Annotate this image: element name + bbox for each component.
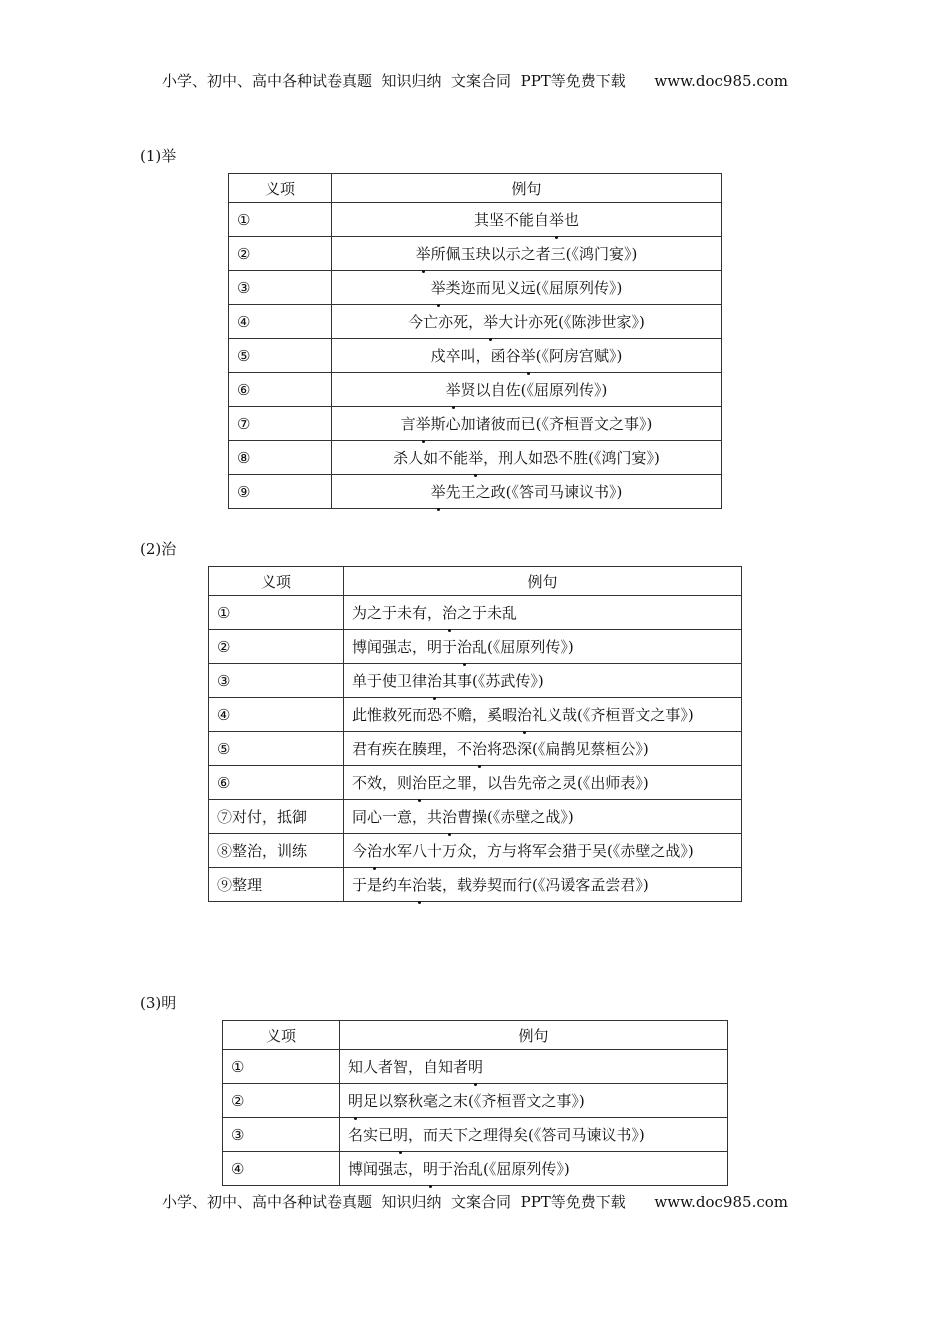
example-cell — [332, 339, 722, 373]
example-text-after: 水军八十万众，方与将军会猎于吴(《赤壁之战》) — [382, 841, 694, 860]
example-text-after: 于治乱(《屈原列传》) — [438, 1159, 570, 1178]
emphasized-word: 治 — [442, 597, 457, 629]
column-header-meaning: 义项 — [209, 567, 344, 596]
meaning-cell: ① — [229, 203, 332, 237]
example-text-before: 杀人如不能 — [393, 448, 469, 467]
example-text-after: 其事(《苏武传》) — [442, 671, 544, 690]
meaning-cell: ④ — [229, 305, 332, 339]
example-cell — [332, 475, 722, 509]
example-text-after: 臣之罪，以告先帝之灵(《出师表》) — [427, 773, 649, 792]
table-body — [223, 1050, 728, 1186]
emphasized-word: 举 — [446, 374, 461, 406]
table-row — [229, 237, 722, 271]
example-text-before: 单于使卫律 — [352, 671, 428, 690]
table-row — [209, 630, 742, 664]
example-text-after: 贤以自佐(《屈原列传》) — [460, 380, 608, 399]
column-header-meaning: 义项 — [223, 1021, 340, 1050]
table-row — [229, 373, 722, 407]
page-footer: 小学、初中、高中各种试卷真题 知识归纳 文案合同 PPT等免费下载 www.doc985.com — [161, 1193, 788, 1211]
table-row — [223, 1050, 728, 1084]
table-ming — [222, 1020, 728, 1186]
example-cell — [344, 800, 742, 834]
example-cell — [340, 1152, 728, 1186]
example-text-after: 也 — [564, 210, 580, 229]
table-body — [229, 203, 722, 509]
meaning-cell: ② — [209, 630, 344, 664]
emphasized-word: 治 — [457, 631, 472, 663]
column-header-example: 例句 — [340, 1021, 728, 1050]
example-text-after: 装，载券契而行(《冯谖客孟尝君》) — [427, 875, 649, 894]
column-header-example: 例句 — [332, 174, 722, 203]
emphasized-word: 明 — [423, 1153, 438, 1185]
example-text-after: 足以察秋毫之末(《齐桓晋文之事》) — [363, 1091, 585, 1110]
table-row — [209, 800, 742, 834]
emphasized-word: 治 — [412, 767, 427, 799]
table-row — [223, 1118, 728, 1152]
table-row — [223, 1084, 728, 1118]
meaning-cell: ⑦ — [229, 407, 332, 441]
example-text-before: 不效，则 — [352, 773, 413, 792]
emphasized-word: 举 — [549, 204, 564, 236]
table-row — [229, 305, 722, 339]
table-ju — [228, 173, 722, 509]
emphasized-word: 举 — [431, 476, 446, 508]
meaning-cell: ⑤ — [229, 339, 332, 373]
example-cell — [344, 596, 742, 630]
example-text-before: 名实已 — [348, 1125, 394, 1144]
example-text-after: 之于未乱 — [457, 603, 518, 622]
example-cell — [332, 441, 722, 475]
emphasized-word: 治 — [427, 665, 442, 697]
example-text-after: 曹操(《赤壁之战》) — [457, 807, 574, 826]
meaning-cell: ③ — [223, 1118, 340, 1152]
table-header-row — [209, 567, 742, 596]
example-text-after: ，而天下之理得矣(《答司马谏议书》) — [408, 1125, 645, 1144]
meaning-cell: ② — [229, 237, 332, 271]
meaning-cell: ⑧整治，训练 — [209, 834, 344, 868]
table-row — [223, 1152, 728, 1186]
table-header-row — [223, 1021, 728, 1050]
emphasized-word: 治 — [367, 835, 382, 867]
example-text-before: 于是约车 — [352, 875, 413, 894]
example-text-after: 乱(《屈原列传》) — [472, 637, 574, 656]
emphasized-word: 明 — [348, 1085, 363, 1117]
example-cell — [340, 1050, 728, 1084]
example-cell — [344, 834, 742, 868]
example-text-after: 所佩玉玦以示之者三(《鸿门宴》) — [430, 244, 638, 263]
example-text-before: 为之于未有， — [352, 603, 443, 622]
example-cell — [344, 698, 742, 732]
emphasized-word: 治 — [442, 801, 457, 833]
table-row — [209, 664, 742, 698]
table-row — [229, 441, 722, 475]
emphasized-word: 治 — [472, 733, 487, 765]
meaning-cell: ⑨整理 — [209, 868, 344, 902]
example-text-before: 此惟救死而恐不赡，奚暇 — [352, 705, 518, 724]
example-cell — [332, 407, 722, 441]
example-cell — [344, 732, 742, 766]
meaning-cell: ⑥ — [209, 766, 344, 800]
meaning-cell: ⑤ — [209, 732, 344, 766]
table-row — [209, 732, 742, 766]
example-cell — [340, 1118, 728, 1152]
section-title-ju: (1)举 — [140, 147, 177, 165]
example-cell — [344, 766, 742, 800]
meaning-cell: ② — [223, 1084, 340, 1118]
example-cell — [344, 664, 742, 698]
emphasized-word: 治 — [517, 699, 532, 731]
meaning-cell: ⑥ — [229, 373, 332, 407]
example-text-after: 礼义哉(《齐桓晋文之事》) — [532, 705, 694, 724]
example-text-before: 今亡亦死， — [408, 312, 484, 331]
example-text-after: 先王之政(《答司马谏议书》) — [445, 482, 623, 501]
example-text-before: 言 — [400, 414, 416, 433]
meaning-cell: ⑨ — [229, 475, 332, 509]
emphasized-word: 举 — [483, 306, 498, 338]
example-text-before: 君有疾在腠理，不 — [352, 739, 473, 758]
example-text-before: 博闻强志， — [348, 1159, 424, 1178]
emphasized-word: 举 — [521, 340, 536, 372]
example-cell — [344, 630, 742, 664]
example-text-before: 博闻强志，明于 — [352, 637, 458, 656]
column-header-meaning: 义项 — [229, 174, 332, 203]
example-text-before: 知人者智，自知者 — [348, 1057, 469, 1076]
meaning-cell: ④ — [209, 698, 344, 732]
example-text-after: 大计亦死(《陈涉世家》) — [498, 312, 645, 331]
table-row — [229, 203, 722, 237]
table-row — [229, 407, 722, 441]
emphasized-word: 举 — [416, 408, 431, 440]
example-cell — [332, 373, 722, 407]
example-cell — [332, 305, 722, 339]
emphasized-word: 举 — [416, 238, 431, 270]
meaning-cell: ⑧ — [229, 441, 332, 475]
page-header: 小学、初中、高中各种试卷真题 知识归纳 文案合同 PPT等免费下载 www.doc985.com — [161, 72, 788, 90]
example-text-after: 类迩而见义远(《屈原列传》) — [445, 278, 623, 297]
table-row — [209, 834, 742, 868]
section-title-zhi: (2)治 — [140, 540, 177, 558]
table-row — [209, 766, 742, 800]
table-row — [229, 339, 722, 373]
example-text-before: 其坚不能自 — [473, 210, 549, 229]
emphasized-word: 明 — [468, 1051, 483, 1083]
emphasized-word: 治 — [412, 869, 427, 901]
meaning-cell: ③ — [229, 271, 332, 305]
example-text-after: 斯心加诸彼而已(《齐桓晋文之事》) — [430, 414, 653, 433]
table-row — [209, 868, 742, 902]
table-row — [209, 698, 742, 732]
example-cell — [332, 271, 722, 305]
example-text-after: (《阿房宫赋》) — [535, 346, 623, 365]
emphasized-word: 举 — [468, 442, 483, 474]
meaning-cell: ③ — [209, 664, 344, 698]
emphasized-word: 举 — [431, 272, 446, 304]
column-header-example: 例句 — [344, 567, 742, 596]
example-cell — [344, 868, 742, 902]
table-row — [209, 596, 742, 630]
example-text-before: 同心一意，共 — [352, 807, 443, 826]
table-zhi — [208, 566, 742, 902]
example-cell — [332, 237, 722, 271]
emphasized-word: 明 — [393, 1119, 408, 1151]
example-cell — [340, 1084, 728, 1118]
table-header-row — [229, 174, 722, 203]
section-title-ming: (3)明 — [140, 994, 177, 1012]
table-row — [229, 475, 722, 509]
table-row — [229, 271, 722, 305]
example-text-before: 戍卒叫，函谷 — [430, 346, 521, 365]
meaning-cell: ① — [223, 1050, 340, 1084]
example-text-after: 将恐深(《扁鹊见蔡桓公》) — [487, 739, 649, 758]
meaning-cell: ⑦对付，抵御 — [209, 800, 344, 834]
table-body — [209, 596, 742, 902]
example-text-before: 今 — [352, 841, 368, 860]
meaning-cell: ① — [209, 596, 344, 630]
example-cell — [332, 203, 722, 237]
example-text-after: ，刑人如恐不胜(《鸿门宴》) — [483, 448, 660, 467]
meaning-cell: ④ — [223, 1152, 340, 1186]
